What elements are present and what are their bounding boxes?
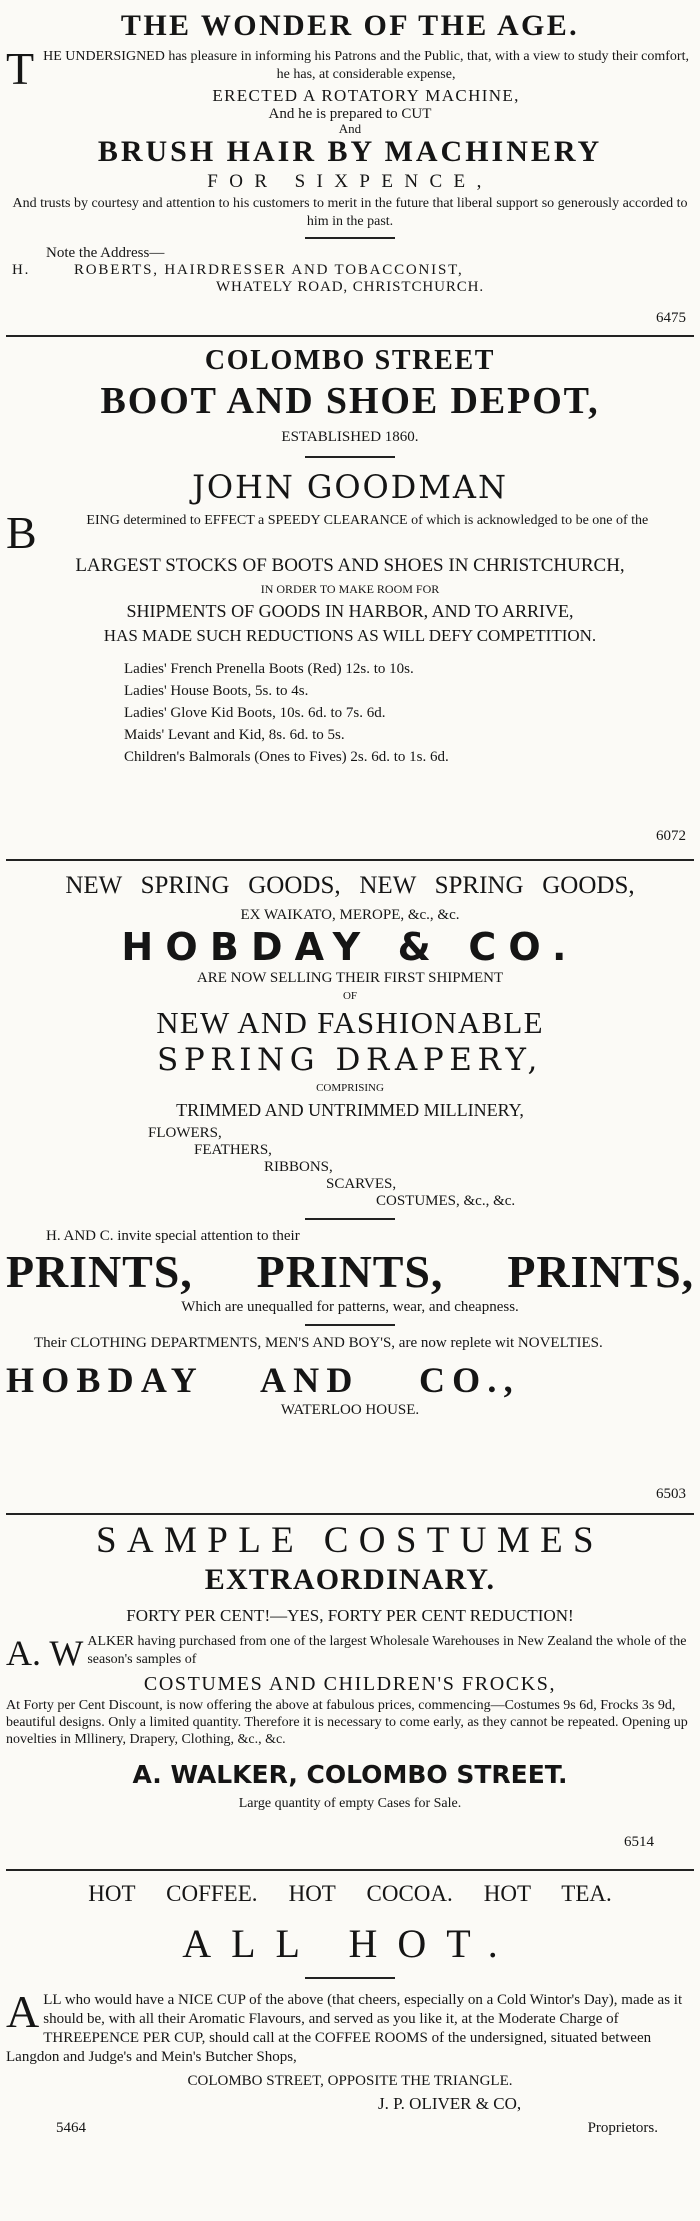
ad2-price-item: Ladies' House Boots, 5s. to 4s. [124,683,309,699]
ad3-item-cascade [6,1125,694,1210]
ad3-headline: NEW SPRING GOODS, NEW SPRING GOODS, [65,872,635,899]
ad2-rule [305,456,395,458]
ad4-number: 6514 [624,1834,654,1850]
ad5-address: COLOMBO STREET, OPPOSITE THE TRIANGLE. [187,2073,513,2089]
ad2-shipments: SHIPMENTS OF GOODS IN HARBOR, AND TO ARRIVE, [126,601,574,621]
ad1-rule [305,237,395,239]
ad2-intro: EING determined to EFFECT a SPEEDY CLEARANCE of which is acknowledged to be one of the [86,513,649,528]
ad4-empty-cases: Large quantity of empty Cases for Sale. [238,1796,462,1811]
ad2-title-line1: COLOMBO STREET [204,345,496,376]
ad4-title-line2: EXTRAORDINARY. [204,1563,496,1596]
ad3-number: 6503 [656,1486,686,1502]
ad3-ex-ships: EX WAIKATO, MEROPE, &c., &c. [240,907,460,923]
ad2-price-item: Children's Balmorals (Ones to Fives) 2s. 6d. to 1s. 6d. [124,749,449,765]
ad3-of: OF [342,990,358,1002]
ad4-title-line1: SAMPLE COSTUMES [95,1520,604,1561]
ad1-title: THE WONDER OF THE AGE. [120,9,580,42]
ad2-proprietor: JOHN GOODMAN [192,468,508,506]
ad1-cut: And he is prepared to CUT [268,106,432,122]
ad4-forty-per-cent: FORTY PER CENT!—YES, FORTY PER CENT REDUCTION! [126,1606,574,1625]
ad2-price-item: Ladies' Glove Kid Boots, 10s. 6d. to 7s. 6d. [124,705,386,721]
ad4-walker-colombo: A. WALKER, COLOMBO STREET. [132,1760,568,1789]
ad2-drop-cap: B [6,507,37,558]
ad5-all-hot: ALL HOT. [182,1921,518,1966]
ad3-cascade-item: SCARVES, [326,1176,397,1192]
ad4-intro: ALKER having purchased from one of the largest Wholesale Warehouses in New Zealand the whole of the season's samples of [87,1634,687,1667]
ad2-price-list [124,658,694,768]
ad2-price-item: Maids' Levant and Kid, 8s. 6d. to 5s. [124,727,345,743]
ad3-new-fashionable: NEW AND FASHIONABLE [156,1005,544,1040]
ad3-cascade-item: RIBBONS, [264,1159,333,1175]
ad3-now-selling: ARE NOW SELLING THEIR FIRST SHIPMENT [196,970,504,986]
ad3-cascade-item: FLOWERS, [148,1125,222,1141]
ad1-brush-hair: BRUSH HAIR BY MACHINERY [97,135,603,168]
ad2-reductions: HAS MADE SUCH REDUCTIONS AS WILL DEFY COMPETITION. [103,626,597,645]
ad2-in-order: IN ORDER TO MAKE ROOM FOR [260,582,440,596]
ad3-spring-drapery: SPRING DRAPERY, [157,1042,543,1078]
ad-wonder-of-the-age [6,0,694,335]
ad-sample-costumes [6,1513,694,1869]
ad3-millinery: TRIMMED AND UNTRIMMED MILLINERY, [176,1100,524,1120]
ad3-cascade-item: FEATHERS, [194,1142,272,1158]
ad2-established: ESTABLISHED 1860. [281,429,419,445]
ad3-waterloo-house: WATERLOO HOUSE. [280,1402,420,1418]
ad5-number: 5464 [56,2120,86,2136]
ad3-prints: PRINTS, PRINTS, PRINTS, [6,1246,694,1297]
ad2-title-line2: BOOT AND SHOE DEPOT, [100,380,600,422]
ad3-rule-2 [305,1324,395,1326]
ad1-rotatory: ERECTED A ROTATORY MACHINE, [212,86,520,105]
ad2-number: 6072 [656,828,686,844]
ad-boot-and-shoe-depot [6,335,694,859]
ad-all-hot-coffee-rooms [6,1869,694,2215]
ad5-proprietor-name: J. P. OLIVER & CO, [378,2094,522,2113]
ad5-rule [305,1977,395,1979]
ad2-price-item: Ladies' French Prenella Boots (Red) 12s. to 10s. [124,661,414,677]
ad4-drop-cap: A. W [6,1633,84,1673]
ad3-unequalled: Which are unequalled for patterns, wear, and cheapness. [181,1299,519,1315]
ad3-hobday-logo: HOBDAY & CO. [121,925,579,969]
ad5-headline: HOT COFFEE. HOT COCOA. HOT TEA. [88,1881,612,1906]
ad1-trusts: And trusts by courtesy and attention to his customers to merit in the future that liberal support so generously accorded to him in the past. [12,196,688,229]
ad1-number: 6475 [656,310,686,326]
ad5-body: LL who would have a NICE CUP of the above (that cheers, especially on a Cold Wintor's Day), made as it should be, with all their Aromatic Flavours, and served as you like it, at the Moderate Charge of THREEPENCE PER CUP, should call at the COFFEE ROOMS of the undersigned, situated between Langdon and Judge's and Mein's Butcher Shops, [6,1992,683,2065]
ad1-address-initial: H. [12,262,31,278]
ad2-largest-stocks: LARGEST STOCKS OF BOOTS AND SHOES IN CHRISTCHURCH, [75,555,625,576]
ad3-rule-1 [305,1218,395,1220]
ad3-comprising: COMPRISING [316,1082,384,1094]
ad4-offer: At Forty per Cent Discount, is now offering the above at fabulous prices, commencing—Costumes 9s 6d, Frocks 3s 9d, beautiful designs. Only a limited quantity. Therefore it is necessary to come early, as they cannot be repeated. Opening up novelties in Mllinery, Drapery, Clothing, &c., &c. [6,1698,688,1747]
ad1-and: And [338,121,362,136]
ad1-address-line2: WHATELY ROAD, CHRISTCHURCH. [215,279,485,295]
ad1-note: Note the Address— [46,245,165,261]
ad1-sixpence: FOR SIXPENCE, [207,171,493,192]
ad1-drop-cap: T [6,43,35,94]
ad3-hobday-and-co: HOBDAY AND CO., [6,1360,520,1400]
ad3-invite: H. AND C. invite special attention to their [46,1228,300,1244]
ad1-address-line1: ROBERTS, HAIRDRESSER AND TOBACCONIST, [74,262,464,278]
ad3-clothing: Their CLOTHING DEPARTMENTS, MEN'S AND BOY'S, are now replete wit NOVELTIES. [34,1335,603,1351]
ad5-drop-cap: A [6,1986,40,2037]
ad1-intro: HE UNDERSIGNED has pleasure in informing his Patrons and the Public, that, with a view to study their comfort, he has, at considerable expense, [43,49,689,82]
ad5-proprietors: Proprietors. [587,2120,658,2136]
ad3-cascade-item: COSTUMES, &c., &c. [376,1193,516,1209]
ad-hobday-spring-goods [6,859,694,1513]
ad4-costumes-frocks: COSTUMES AND CHILDREN'S FROCKS, [143,1673,557,1695]
